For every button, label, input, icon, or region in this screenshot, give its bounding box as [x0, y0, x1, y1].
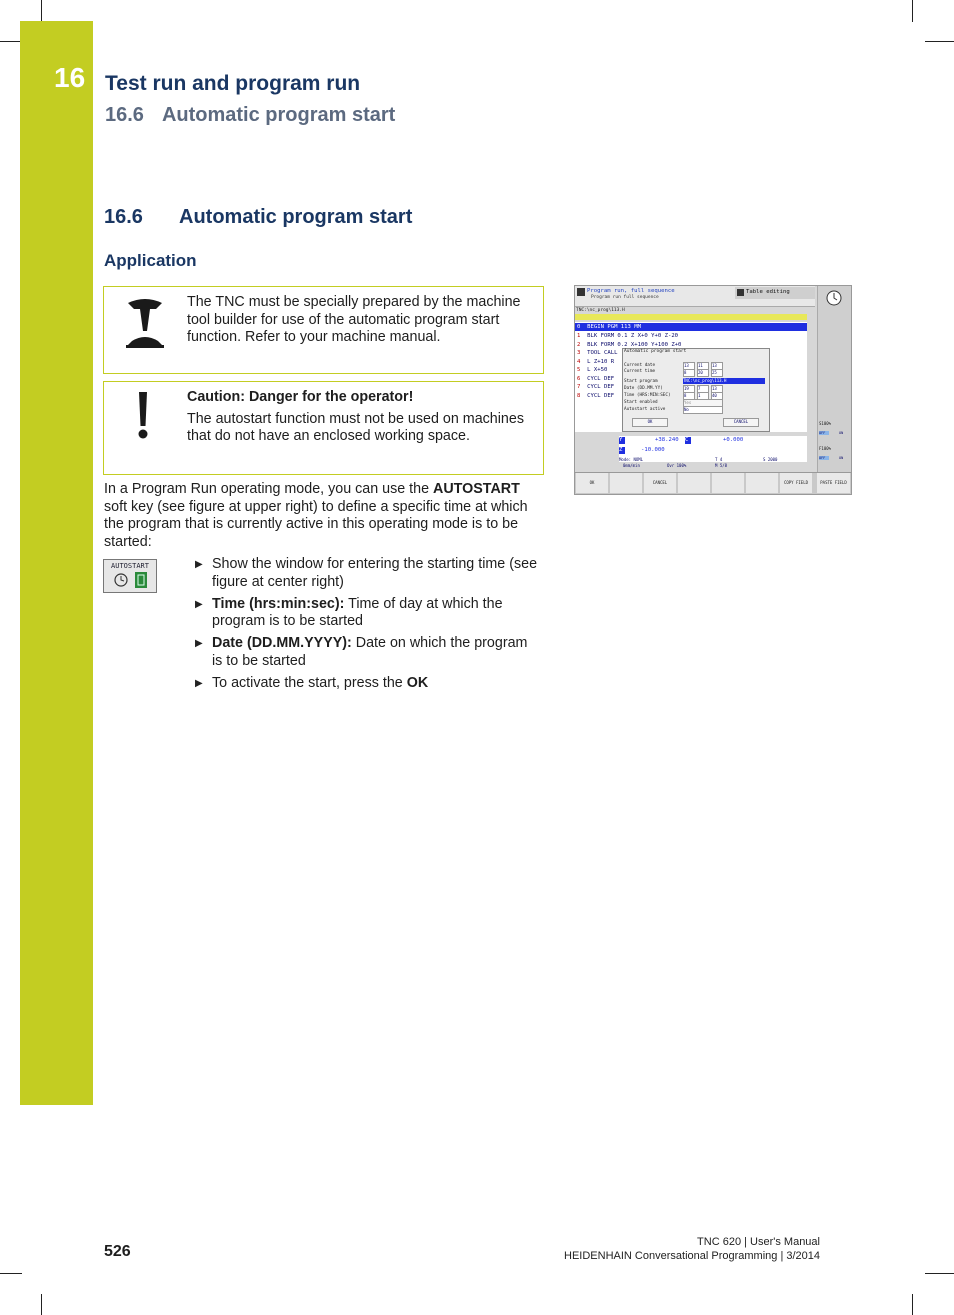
crop-mark: [41, 1294, 42, 1315]
program-line: 7 CYCL DEF: [577, 384, 615, 390]
dialog-ok-button[interactable]: OK: [632, 418, 668, 427]
program-line: 8 CYCL DEF: [577, 392, 615, 399]
list-item: ▶ Time (hrs:min:sec): Time of day at which the program is to be started: [195, 595, 503, 630]
section-heading: 16.6 Automatic program start: [104, 206, 413, 228]
softkey-empty[interactable]: [678, 473, 710, 493]
chapter-number: 16: [54, 62, 86, 93]
arrow-icon: ▶: [195, 678, 203, 690]
mode-title: Program run, full sequence: [587, 288, 675, 294]
list-item: ▶ Show the window for entering the starting time (see figure at center right): [195, 556, 538, 590]
crop-mark: [0, 1273, 22, 1274]
crop-mark: [925, 1273, 954, 1274]
clock-icon: [825, 289, 843, 307]
dialog-cancel-button[interactable]: CANCEL: [723, 418, 759, 427]
list-item: ▶ To activate the start, press the OK: [195, 675, 429, 692]
tab-table-editing: Table editing: [746, 289, 790, 295]
machine-note-text: The TNC must be specially prepared by the machine tool builder for use of the automatic program start function. Refer to your machine manual.: [187, 294, 521, 346]
program-run-icon: [577, 288, 585, 296]
autostart-softkey: AUTOSTART: [103, 559, 157, 593]
chapter-sidebar: [20, 21, 93, 1105]
crop-mark: [925, 41, 954, 42]
file-path: TNC:\nc_prog\113.H: [576, 308, 625, 313]
program-line: 4 L Z+10 R: [577, 358, 615, 365]
arrow-icon: ▶: [195, 638, 203, 650]
running-header-section: 16.6 Automatic program start: [105, 104, 396, 126]
list-item: ▶ Date (DD.MM.YYYY): Date on which the program is to be started: [195, 635, 528, 669]
instruction-list: [190, 556, 540, 697]
softkey-cancel[interactable]: CANCEL: [644, 473, 676, 493]
softkey-ok[interactable]: OK: [576, 473, 608, 493]
exclamation-icon: [136, 392, 150, 440]
arrow-icon: ▶: [195, 598, 203, 610]
clock-icon: [112, 571, 150, 589]
crop-mark: [912, 0, 913, 22]
machine-note-box: [103, 286, 544, 374]
caution-box: [103, 381, 544, 475]
running-header-title: Test run and program run: [105, 72, 361, 95]
arrow-icon: ▶: [195, 559, 203, 570]
softkey-empty[interactable]: [712, 473, 744, 493]
intro-paragraph: In a Program Run operating mode, you can use the AUTOSTART soft key (see figure at upper right) to define a specific time at which the program that is currently active in this operating mode is to be started:: [104, 481, 528, 550]
caution-text: The autostart function must not be used on machines that do not have an enclosed working space.: [187, 410, 524, 445]
softkey-empty[interactable]: [610, 473, 642, 493]
program-line: 1 BLK FORM 0.1 Z X+0 Y+0 Z-20: [577, 333, 679, 339]
program-line: 2 BLK FORM 0.2 X+100 Y+100 Z+0: [577, 341, 682, 348]
mode-subtitle: Program run full sequence: [591, 295, 659, 300]
softkey-copy-field[interactable]: COPY FIELD: [780, 473, 812, 493]
tnc-screenshot: Program run, full sequence Program run full sequence Table editing TNC:\nc_prog\113.H 0 BEGIN PGM 113 MM 1 BLK FORM 0.1 Z X+0 Y+0 Z-20 2 BLK FORM 0.2 X+100 Y+100 Z+0 3 TOOL CALL 4 L Z+10 R 5 L X+50 6 CYCL DEF 7 CYCL DEF 8 CYCL DEF Automatic program start Current date Current time Start program Date (DD.MM.YY) Time (HRS:MIN:SEC) Start enabled Autostart active 13 11 13 8 20 25 TNC:\nc_prog\113.H 19 7 13 8 1 40 Yes No OK CANCEL Y +38.240 C +0.000 Z -10.000 Mode: NOML T 4 S 2000 0mm/min Ovr 100% M 5/8 S100% OFF ON F100% OFF ON OK CANCEL COPY FIELD PASTE FIELD: [574, 285, 852, 495]
crop-mark: [912, 1294, 913, 1315]
program-line: 6 CYCL DEF: [577, 375, 615, 382]
softkey-paste-field[interactable]: PASTE FIELD: [817, 473, 850, 493]
page-number: 526: [104, 1243, 131, 1260]
softkey-empty[interactable]: [746, 473, 778, 493]
program-field[interactable]: TNC:\nc_prog\113.H: [683, 378, 765, 384]
caution-title: Caution: Danger for the operator!: [187, 389, 414, 405]
crop-mark: [41, 0, 42, 22]
machine-tool-icon: [124, 297, 166, 353]
subheading: Application: [104, 251, 197, 270]
crop-mark: [0, 41, 22, 42]
program-line: 3 TOOL CALL: [577, 350, 618, 356]
program-line: 5 L X+50: [577, 367, 608, 373]
dialog-title: Automatic program start: [624, 349, 687, 354]
table-edit-icon: [737, 289, 744, 296]
footer-info: TNC 620 | User's Manual HEIDENHAIN Conversational Programming | 3/2014: [564, 1236, 820, 1262]
